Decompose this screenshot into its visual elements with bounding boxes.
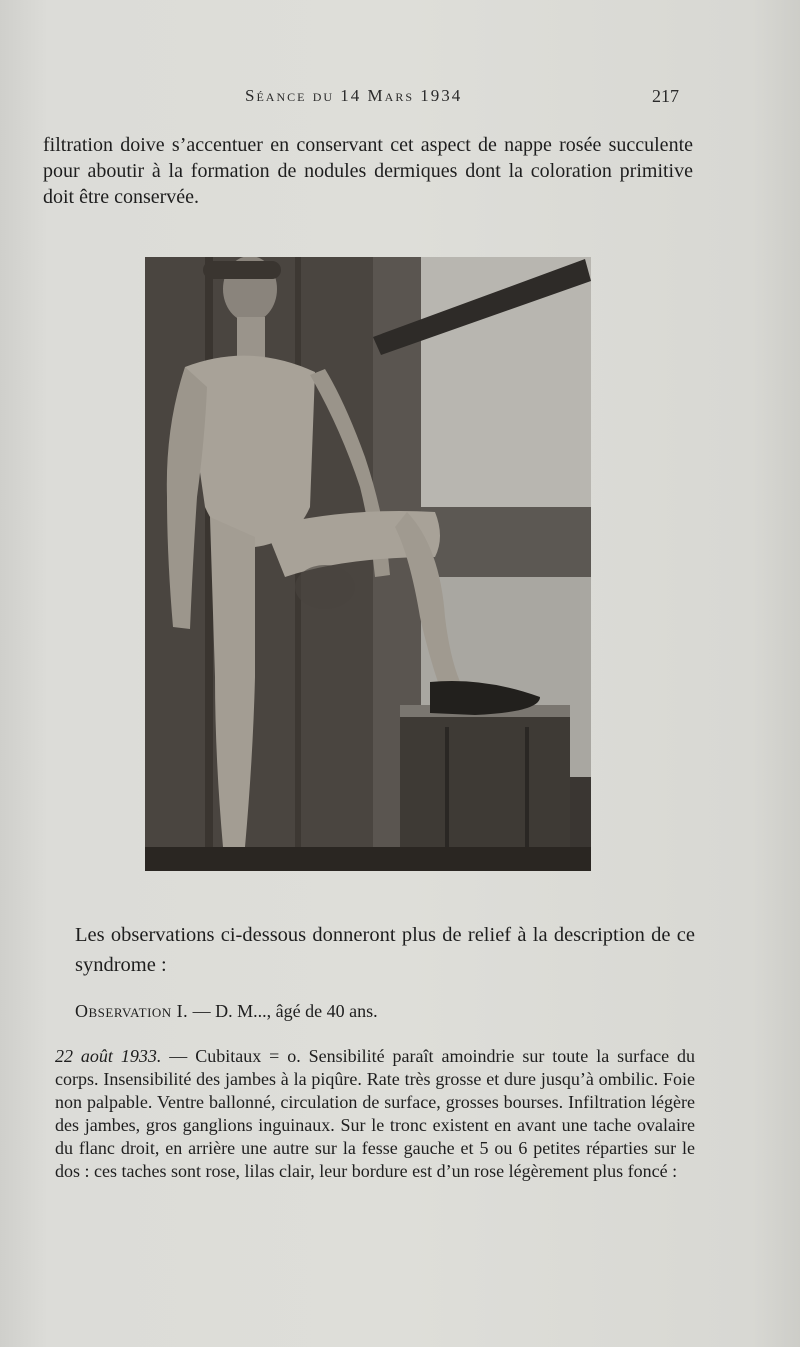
running-title: Séance du 14 Mars 1934 [245, 86, 463, 105]
paragraph-lead: Les observations ci-dessous donneront plus de relief à la description de ce syndrome : [75, 924, 695, 976]
observation-label: Observation I. [75, 1001, 189, 1021]
paragraph-intro: filtration doive s’accentuer en conservant cet aspect de nappe rosée succulente pour aboutir à la formation de nodules dermiques dont la coloration primitive doit être conservée. [43, 134, 693, 208]
observation-heading [75, 1001, 378, 1022]
running-head [0, 86, 800, 110]
observation-subject: — D. M..., âgé de 40 ans. [188, 1001, 378, 1021]
page-number: 217 [652, 86, 679, 106]
paragraph-observation [55, 1045, 695, 1183]
patient-photograph [145, 257, 591, 871]
photo-drawing [145, 257, 591, 871]
observation-date: 22 août 1933. [55, 1046, 162, 1066]
observation-body: — Cubitaux = o. Sensibilité paraît amoindrie sur toute la surface du corps. Insensibilité des jambes à la piqûre. Rate très grosse et dure jusqu’à ombilic. Foie non palpable. Ventre ballonné, circulation de surface, grosses bourses. Infiltration légère des jambes, gros ganglions inguinaux. Sur le tronc existent en avant une tache ovalaire du flanc droit, en arrière une autre sur la fesse gauche et 5 ou 6 petites réparties sur le dos : ces taches sont rose, lilas clair, leur bordure est d’un rose légèrement plus foncé : [55, 1046, 695, 1181]
